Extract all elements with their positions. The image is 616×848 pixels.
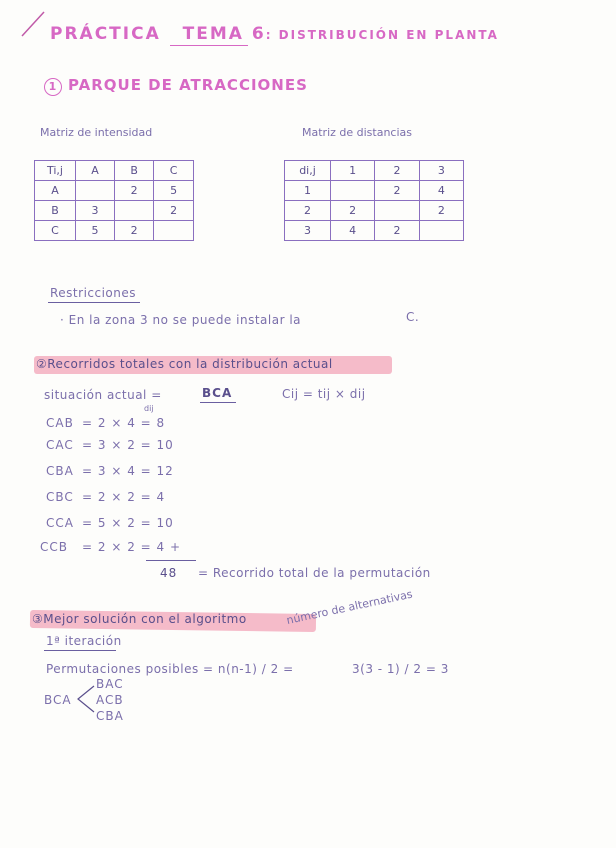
table-cell: 2: [115, 221, 154, 241]
calc-row: [46, 490, 165, 504]
table-cell: 2: [419, 201, 463, 221]
table-cell: [419, 221, 463, 241]
alternatives-note: número de alternativas: [285, 587, 414, 627]
calc-label: CAB: [46, 416, 74, 430]
iteration-underline: [44, 650, 116, 651]
restriction-text: · En la zona 3 no se puede instalar la: [60, 313, 301, 327]
table-cell: C: [35, 221, 76, 241]
table-cell: 4: [419, 181, 463, 201]
table-row: [285, 161, 464, 181]
table-cell: 3: [76, 201, 115, 221]
branch-bracket: [74, 682, 96, 716]
table-cell: Ti,j: [35, 161, 76, 181]
calc-row: [46, 516, 174, 530]
table-cell: 4: [331, 221, 375, 241]
margin-mark: [18, 8, 48, 40]
table-cell: 3: [285, 221, 331, 241]
tree-root: BCA: [44, 693, 72, 707]
intensity-table: [34, 160, 194, 241]
section1-heading: [44, 76, 308, 96]
restrictions-label: Restricciones: [50, 286, 137, 300]
dij-note: dij: [144, 404, 154, 413]
table-cell: 5: [154, 181, 194, 201]
page-title: [50, 24, 499, 44]
calc-expr: = 2 × 2 = 4 +: [82, 540, 182, 554]
calc-label: CCB: [40, 540, 68, 554]
tree-option: CBA: [96, 709, 124, 723]
table-cell: 2: [115, 181, 154, 201]
calc-expr: = 5 × 2 = 10: [82, 516, 174, 530]
calc-row: [46, 438, 174, 452]
table-cell: [375, 201, 419, 221]
table-cell: 1: [331, 161, 375, 181]
intensity-label: Matriz de intensidad: [40, 126, 153, 139]
calc-row: [40, 540, 181, 554]
table-cell: 2: [331, 201, 375, 221]
table-row: [35, 161, 194, 181]
perm-text: Permutaciones posibles = n(n-1) / 2 =: [46, 662, 294, 676]
table-cell: di,j: [285, 161, 331, 181]
table-cell: C: [154, 161, 194, 181]
calc-label: CCA: [46, 516, 74, 530]
table-cell: [76, 181, 115, 201]
total-text: = Recorrido total de la permutación: [198, 566, 431, 580]
calc-label: CBC: [46, 490, 74, 504]
distance-label: Matriz de distancias: [302, 126, 413, 139]
table-row: [285, 181, 464, 201]
table-cell: 2: [375, 161, 419, 181]
situation-underline: [200, 402, 236, 403]
perm-result: 3(3 - 1) / 2 = 3: [352, 662, 449, 676]
title-practica: PRÁCTICA: [50, 24, 161, 44]
sum-line: [146, 560, 196, 561]
table-cell: A: [35, 181, 76, 201]
section3-heading: ③Mejor solución con el algoritmo: [32, 612, 247, 626]
restriction-c: C.: [406, 310, 420, 324]
calc-row: [46, 464, 174, 478]
calc-label: CAC: [46, 438, 74, 452]
table-cell: B: [115, 161, 154, 181]
calc-row: [46, 416, 165, 430]
table-cell: [331, 181, 375, 201]
table-row: [35, 181, 194, 201]
calc-expr: = 3 × 4 = 12: [82, 464, 174, 478]
tree-option: ACB: [96, 693, 124, 707]
calc-expr: = 2 × 2 = 4: [82, 490, 166, 504]
table-cell: [154, 221, 194, 241]
situation-value: BCA: [202, 386, 233, 400]
table-cell: A: [76, 161, 115, 181]
tree-option: BAC: [96, 677, 124, 691]
table-cell: 2: [285, 201, 331, 221]
situation-label: situación actual =: [44, 388, 162, 402]
title-tema: TEMA 6: [182, 24, 266, 44]
title-underline: [170, 45, 248, 46]
table-cell: 3: [419, 161, 463, 181]
section1-number: 1: [44, 78, 62, 96]
table-cell: 5: [76, 221, 115, 241]
calc-label: CBA: [46, 464, 74, 478]
distance-table: [284, 160, 464, 241]
iteration-label: 1ª iteración: [46, 634, 122, 648]
table-row: [35, 221, 194, 241]
formula: Cij = tij × dij: [282, 387, 366, 401]
calc-expr: = 3 × 2 = 10: [82, 438, 174, 452]
table-cell: 2: [154, 201, 194, 221]
table-row: [35, 201, 194, 221]
table-cell: 2: [375, 181, 419, 201]
table-cell: 1: [285, 181, 331, 201]
table-cell: 2: [375, 221, 419, 241]
calc-expr: = 2 × 4 = 8: [82, 416, 166, 430]
table-row: [285, 221, 464, 241]
table-cell: B: [35, 201, 76, 221]
title-rest: : DISTRIBUCIÓN EN PLANTA: [265, 28, 499, 42]
section1-title: PARQUE DE ATRACCIONES: [68, 76, 308, 94]
section2-heading: ②Recorridos totales con la distribución actual: [36, 357, 333, 371]
table-row: [285, 201, 464, 221]
table-cell: [115, 201, 154, 221]
restrictions-underline: [48, 302, 140, 303]
total-value: 48: [160, 566, 178, 580]
